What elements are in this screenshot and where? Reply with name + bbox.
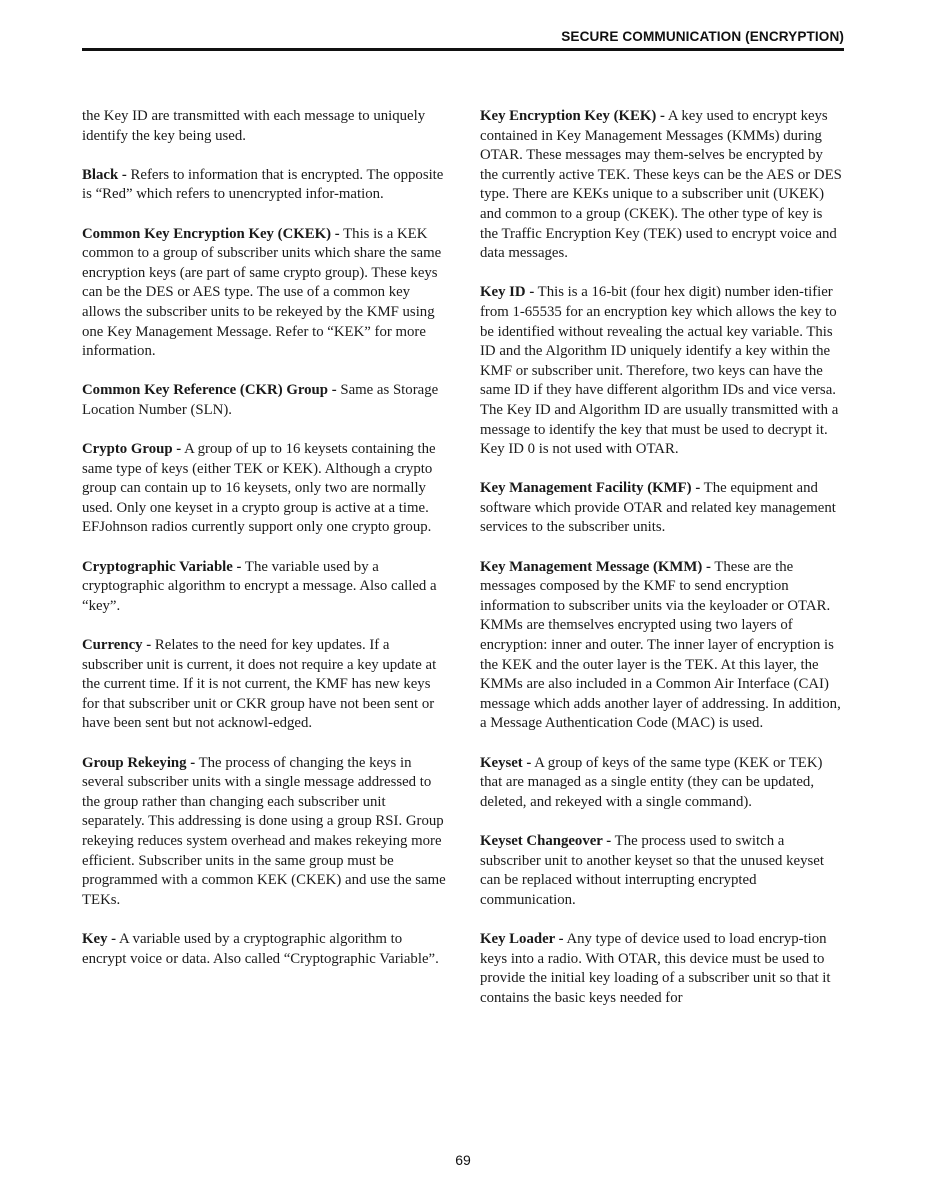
entry-term: Key - — [82, 930, 117, 947]
entry-definition: The equipment and software which provide OTAR and related key management services to the subscriber units. — [480, 480, 836, 536]
header-rule — [82, 48, 844, 51]
entry-term: Cryptographic Variable - — [82, 558, 242, 575]
glossary-entry — [82, 558, 446, 617]
entry-definition: The variable used by a cryptographic algorithm to encrypt a message. Also called a “key”. — [82, 558, 437, 614]
entry-term: Keyset - — [480, 754, 532, 771]
entry-definition: This is a KEK common to a group of subscriber units which share the same encryption keys (are part of same crypto group). These keys can be the DES or AES type. The use of a common key allows the subscriber units to be rekeyed by the KMF using one Key Management Message. Refer to “KEK” for more information. — [82, 225, 442, 360]
entry-definition: The process used to switch a subscriber unit to another keyset so that the unused keyset can be replaced without interrupting encrypted communication. — [480, 832, 824, 908]
entry-definition: the Key ID are transmitted with each message to uniquely identify the key being used. — [82, 108, 426, 144]
glossary-entry — [480, 283, 844, 459]
glossary-entry — [480, 107, 844, 264]
entry-term: Key Loader - — [480, 930, 564, 947]
glossary-entry — [480, 930, 844, 1008]
entry-term: Crypto Group - — [82, 441, 182, 458]
entry-term: Black - — [82, 166, 127, 183]
glossary-entry — [480, 832, 844, 910]
right-column — [480, 107, 844, 1028]
glossary-entry — [82, 636, 446, 734]
glossary-entry — [82, 440, 446, 538]
glossary-entry — [82, 930, 446, 969]
entry-term: Key Encryption Key (KEK) - — [480, 108, 665, 124]
left-column — [82, 107, 446, 989]
entry-definition: Relates to the need for key updates. If a subscriber unit is current, it does not require a key update at the current time. If it is not current, the KMF has new keys for that subscriber unit or CKR group have not been sent or have been sent but not acknowl-edged. — [82, 637, 437, 732]
entry-term: Keyset Changeover - — [480, 832, 612, 849]
glossary-entry — [82, 754, 446, 911]
entry-definition: A group of keys of the same type (KEK or TEK) that are managed as a single entity (they can be updated, deleted, and rekeyed with a single command). — [480, 754, 823, 810]
entry-definition: A group of up to 16 keysets containing the same type of keys (either TEK or KEK). Although a crypto group can contain up to 16 keysets, only two are normally used. Only one keyset in a crypto group is active at a time. EFJohnson radios currently support only one crypto group. — [82, 441, 436, 536]
entry-definition: These are the messages composed by the KMF to send encryption information to subscriber units via the keyloader or OTAR. KMMs are themselves encrypted using two layers of encryption: inner and outer. The inner layer of encryption is the KEK and the outer layer is the TEK. At this layer, the KMMs are also included in a Common Air Interface (CAI) message which adds another layer of addressing. In addition, a Message Authentication Code (MAC) is used. — [480, 558, 841, 732]
entry-term: Key Management Message (KMM) - — [480, 558, 711, 575]
glossary-entry — [480, 479, 844, 538]
entry-definition: A variable used by a cryptographic algorithm to encrypt voice or data. Also called “Cryptographic Variable”. — [82, 930, 439, 967]
entry-definition: Any type of device used to load encryp-tion keys into a radio. With OTAR, this device must be used to provide the initial key loading of a subscriber unit so that it contains the basic keys needed for — [480, 930, 831, 1006]
entry-definition: The process of changing the keys in several subscriber units with a single message addressed to the group rather than changing each subscriber unit separately. This addressing is done using a group RSI. Group rekeying reduces system overhead and makes rekeying more efficient. Subscriber units in the same group must be programmed with a common KEK (CKEK) and use the same TEKs. — [82, 754, 446, 908]
entry-term: Common Key Encryption Key (CKEK) - — [82, 225, 340, 242]
glossary-entry — [480, 558, 844, 734]
entry-term: Currency - — [82, 637, 152, 654]
entry-definition: A key used to encrypt keys contained in Key Management Messages (KMMs) during OTAR. These messages may them-selves be encrypted by the currently active TEK. These keys can be the AES or DES type. There are KEKs unique to a subscriber unit (UKEK) and common to a group (CKEK). The other type of key is the Traffic Encryption Key (TEK) used to encrypt voice and data messages. — [480, 108, 842, 262]
page-number: 69 — [455, 1152, 471, 1168]
entry-term: Key Management Facility (KMF) - — [480, 480, 701, 497]
entry-term: Group Rekeying - — [82, 754, 196, 771]
glossary-entry — [82, 225, 446, 362]
entry-definition: Same as Storage Location Number (SLN). — [82, 382, 439, 418]
glossary-entry — [82, 381, 446, 420]
entry-term: Common Key Reference (CKR) Group - — [82, 382, 337, 399]
entry-term: Key ID - — [480, 284, 535, 301]
glossary-entry — [82, 166, 446, 205]
running-header-title: SECURE COMMUNICATION (ENCRYPTION) — [561, 29, 844, 44]
glossary-entry — [480, 754, 844, 813]
entry-definition: Refers to information that is encrypted. The opposite is “Red” which refers to unencrypted infor-mation. — [82, 166, 444, 203]
entry-definition: This is a 16-bit (four hex digit) number iden-tifier from 1-65535 for an encryption key which allows the key to be identified without revealing the actual key variable. This ID and the Algorithm ID uniquely identify a key within the KMF or subscriber unit. Therefore, two keys can have the same ID if they have different algorithm IDs and vice versa. The Key ID and Algorithm ID are usually transmitted with a message to identify the key that must be used to decrypt it. Key ID 0 is not used with OTAR. — [480, 284, 839, 458]
glossary-entry — [82, 107, 446, 146]
